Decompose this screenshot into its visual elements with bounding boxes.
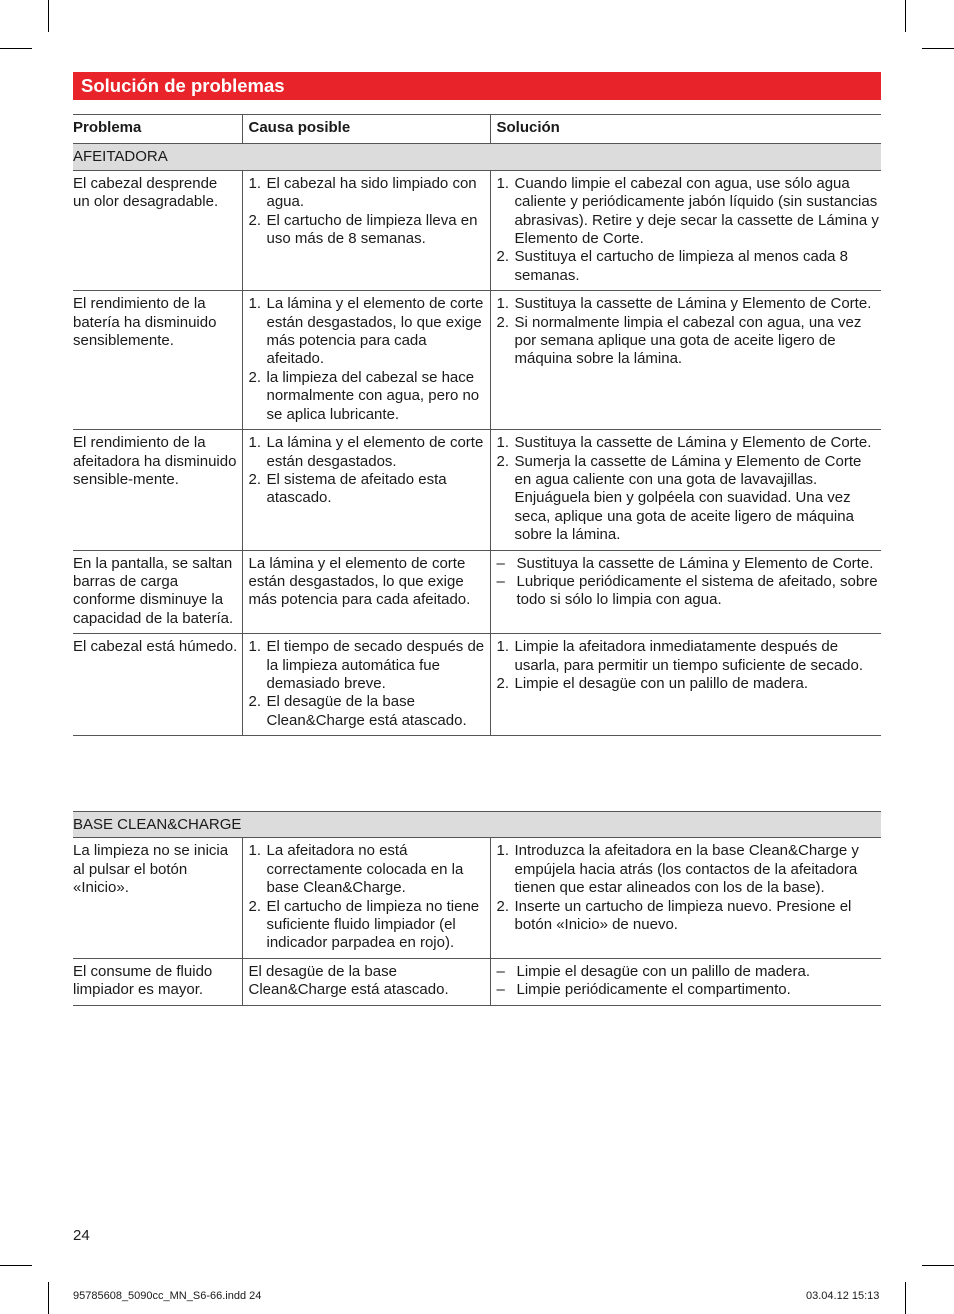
list-item-text: la limpieza del cabezal se hace normalmente con agua, pero no se aplica lubricante. (266, 368, 480, 423)
solution-list (497, 842, 882, 934)
problem-cell: En la pantalla, se saltan barras de carga conforme disminuye la capacidad de la batería. (73, 550, 242, 634)
list-marker: 1. (248, 638, 262, 656)
crop-mark (0, 48, 32, 49)
list-item-text: La afeitadora no está correctamente colocada en la base Clean&Charge. (266, 842, 464, 897)
cause-list (249, 434, 487, 508)
list-item-text: Lubrique periódicamente el sistema de afeitado, sobre todo si sólo lo limpia con agua. (516, 572, 878, 609)
list-item-text: El sistema de afeitado esta atascado. (266, 470, 447, 507)
list-item-text: Si normalmente limpia el cabezal con agua, una vez por semana aplique una gota de aceite ligero de máquina sobre la lámina. (514, 313, 862, 368)
list-item (249, 898, 487, 953)
list-marker: 2. (248, 211, 262, 229)
list-item-text: El cabezal ha sido limpiado con agua. (266, 174, 477, 211)
section-title: AFEITADORA (73, 144, 881, 170)
header-problem: Problema (73, 115, 242, 144)
list-marker: 2. (496, 897, 510, 915)
list-item (497, 963, 882, 981)
list-item-text: Introduzca la afeitadora en la base Clean&Charge y empújela hacia atrás (los contactos de la afeitadora tienen que estar alineados con los de la base). (514, 842, 859, 897)
header-cause: Causa posible (242, 115, 490, 144)
list-marker: 1. (496, 295, 510, 313)
solution-cell (490, 550, 881, 634)
table-row (73, 958, 881, 1005)
crop-mark (48, 1282, 49, 1314)
cause-list (249, 842, 487, 952)
list-marker: 1. (248, 174, 262, 192)
list-item (497, 555, 882, 573)
list-item-text: El desagüe de la base Clean&Charge está atascado. (266, 693, 467, 729)
list-item-text: El cartucho de limpieza no tiene suficiente fluido limpiador (el indicador parpadea en rojo). (266, 897, 480, 952)
table-row (73, 550, 881, 634)
solution-list (497, 963, 882, 1000)
list-marker: – (496, 572, 505, 590)
list-item-text: El tiempo de secado después de la limpieza automática fue demasiado breve. (266, 638, 485, 692)
solution-list (497, 295, 882, 369)
list-item (497, 842, 882, 897)
list-marker: 2. (496, 452, 510, 470)
table-row (73, 170, 881, 290)
list-marker: 1. (248, 434, 262, 452)
table-header (73, 115, 881, 144)
list-item (249, 369, 487, 424)
table-row (73, 291, 881, 430)
list-item (249, 212, 487, 249)
crop-mark (922, 48, 954, 49)
list-marker: 2. (496, 248, 510, 266)
list-marker: – (496, 981, 505, 999)
cause-text: El desagüe de la base Clean&Charge está atascado. (248, 962, 449, 999)
list-item (249, 638, 487, 693)
cause-list (249, 295, 487, 424)
solution-cell (490, 430, 881, 550)
list-item (497, 573, 882, 610)
list-marker: – (496, 962, 505, 980)
cause-cell (242, 291, 490, 430)
cause-cell (242, 430, 490, 550)
list-item (497, 981, 882, 999)
problem-cell: La limpieza no se inicia al pulsar el botón «Inicio». (73, 838, 242, 958)
list-marker: – (496, 554, 505, 572)
list-item-text: Limpie periódicamente el compartimento. (516, 981, 791, 999)
solution-cell (490, 958, 881, 1005)
cause-cell (242, 634, 490, 736)
solution-list (497, 175, 882, 285)
crop-mark (905, 0, 906, 32)
cause-list (249, 175, 487, 249)
list-item-text: La lámina y el elemento de corte están desgastados. (266, 434, 484, 470)
section-title: BASE CLEAN&CHARGE (73, 812, 881, 838)
list-item-text: Limpie el desagüe con un palillo de madera. (516, 962, 811, 980)
cause-cell (242, 170, 490, 290)
list-item (249, 175, 487, 212)
list-item (497, 434, 882, 452)
list-marker: 1. (496, 434, 510, 452)
troubleshooting-table-shaver (73, 114, 881, 736)
footer-datetime: 03.04.12 15:13 (806, 1290, 880, 1302)
list-item-text: Limpie la afeitadora inmediatamente después de usarla, para permitir un tiempo suficiente de secado. (514, 638, 864, 674)
list-item (497, 898, 882, 935)
cause-cell (242, 838, 490, 958)
list-item-text: La lámina y el elemento de corte están desgastados, lo que exige más potencia para cada afeitado. (266, 295, 484, 368)
list-item-text: Sumerja la cassette de Lámina y Elemento de Corte en agua caliente con una gota de lavavajillas. Enjuáguela bien y golpéela con suavidad. Una vez seca, aplique una gota de aceite ligero de máquina sobre la lámina. (514, 452, 862, 544)
list-item (249, 842, 487, 897)
solution-cell (490, 291, 881, 430)
list-item (497, 453, 882, 545)
crop-mark (0, 1265, 32, 1266)
list-marker: 1. (248, 842, 262, 860)
list-marker: 2. (496, 674, 510, 692)
section-header-row (73, 144, 881, 170)
crop-mark (48, 0, 49, 32)
troubleshooting-table-base (73, 811, 881, 1006)
list-item (497, 295, 882, 313)
list-marker: 2. (248, 897, 262, 915)
list-item-text: El cartucho de limpieza lleva en uso más de 8 semanas. (266, 211, 478, 248)
list-marker: 2. (248, 368, 262, 386)
page-title: Solución de problemas (73, 72, 881, 100)
cause-cell (242, 958, 490, 1005)
problem-cell: El cabezal desprende un olor desagradable. (73, 170, 242, 290)
list-item (249, 295, 487, 369)
problem-cell: El rendimiento de la batería ha disminuido sensiblemente. (73, 291, 242, 430)
list-item-text: Limpie el desagüe con un palillo de madera. (514, 674, 809, 692)
solution-list (497, 555, 882, 610)
list-item (497, 638, 882, 675)
table-row (73, 838, 881, 958)
list-marker: 1. (496, 842, 510, 860)
list-marker: 1. (248, 295, 262, 313)
solution-cell (490, 170, 881, 290)
footer-file: 95785608_5090cc_MN_S6-66.indd 24 (73, 1290, 262, 1302)
table-row (73, 634, 881, 736)
list-item-text: Inserte un cartucho de limpieza nuevo. Presione el botón «Inicio» de nuevo. (514, 897, 852, 934)
list-item-text: Sustituya la cassette de Lámina y Elemento de Corte. (514, 295, 872, 313)
list-marker: 1. (496, 174, 510, 192)
cause-list (249, 638, 487, 730)
solution-list (497, 638, 882, 693)
list-item (497, 314, 882, 369)
list-item (249, 434, 487, 471)
list-marker: 1. (496, 638, 510, 656)
problem-cell: El consume de fluido limpiador es mayor. (73, 958, 242, 1005)
page-number: 24 (73, 1227, 90, 1244)
problem-cell: El cabezal está húmedo. (73, 634, 242, 736)
list-item-text: Sustituya la cassette de Lámina y Elemento de Corte. (516, 554, 874, 572)
solution-list (497, 434, 882, 544)
list-marker: 2. (496, 313, 510, 331)
list-item-text: Cuando limpie el cabezal con agua, use sólo agua caliente y periódicamente jabón líquido (sin sustancias abrasivas). Retire y deje secar la cassette de Lámina y Elemento de Corte. (514, 174, 879, 248)
section-header-row (73, 812, 881, 838)
list-marker: 2. (248, 693, 262, 711)
table-row (73, 430, 881, 550)
list-item (497, 248, 882, 285)
solution-cell (490, 634, 881, 736)
list-item (497, 175, 882, 249)
list-item (249, 693, 487, 730)
cause-cell (242, 550, 490, 634)
crop-mark (905, 1282, 906, 1314)
list-item-text: Sustituya el cartucho de limpieza al menos cada 8 semanas. (514, 248, 849, 284)
header-solution: Solución (490, 115, 881, 144)
problem-cell: El rendimiento de la afeitadora ha disminuido sensible-mente. (73, 430, 242, 550)
list-marker: 2. (248, 470, 262, 488)
crop-mark (922, 1265, 954, 1266)
list-item (249, 471, 487, 508)
solution-cell (490, 838, 881, 958)
list-item (497, 675, 882, 693)
list-item-text: Sustituya la cassette de Lámina y Elemento de Corte. (514, 434, 872, 452)
cause-text: La lámina y el elemento de corte están desgastados, lo que exige más potencia para cada afeitado. (248, 554, 471, 609)
